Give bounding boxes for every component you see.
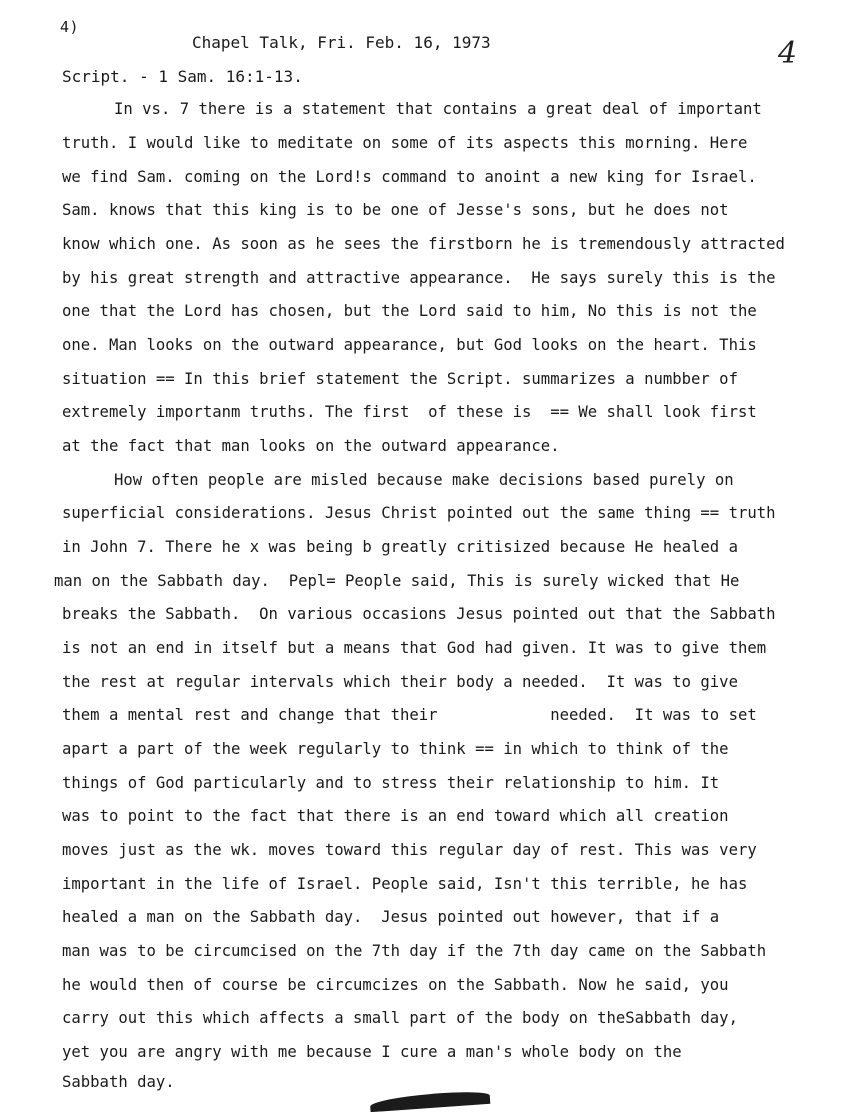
text-line: he would then of course be circumcizes on the Sabbath. Now he said, you bbox=[62, 976, 729, 994]
text-line: Sam. knows that this king is to be one of Jesse's sons, but he does not bbox=[62, 201, 729, 219]
text-line: In vs. 7 there is a statement that contains a great deal of important bbox=[114, 100, 762, 118]
text-line: know which one. As soon as he sees the firstborn he is tremendously attracted bbox=[62, 235, 785, 253]
handwritten-page-mark: 4) bbox=[60, 18, 80, 36]
text-line: healed a man on the Sabbath day. Jesus pointed out however, that if a bbox=[62, 908, 720, 926]
text-line: situation == In this brief statement the Script. summarizes a numbber of bbox=[62, 370, 738, 388]
text-line: is not an end in itself but a means that God had given. It was to give them bbox=[62, 639, 767, 657]
text-line: superficial considerations. Jesus Christ pointed out the same thing == truth bbox=[62, 504, 776, 522]
scan-smudge bbox=[370, 1090, 491, 1112]
text-line: truth. I would like to meditate on some of its aspects this morning. Here bbox=[62, 134, 748, 152]
text-line: important in the life of Israel. People said, Isn't this terrible, he has bbox=[62, 875, 748, 893]
text-line: man on the Sabbath day. Pepl= People said, This is surely wicked that He bbox=[54, 572, 740, 590]
handwritten-page-number: 4 bbox=[778, 36, 798, 71]
text-line: at the fact that man looks on the outward appearance. bbox=[62, 437, 560, 455]
text-line: was to point to the fact that there is an end toward which all creation bbox=[62, 807, 729, 825]
text-line: we find Sam. coming on the Lord!s command to anoint a new king for Israel. bbox=[62, 168, 757, 186]
text-line: the rest at regular intervals which their body a needed. It was to give bbox=[62, 673, 738, 691]
text-line: breaks the Sabbath. On various occasions Jesus pointed out that the Sabbath bbox=[62, 605, 776, 623]
text-line: yet you are angry with me because I cure a man's whole body on the bbox=[62, 1043, 682, 1061]
text-line: things of God particularly and to stress their relationship to him. It bbox=[62, 774, 720, 792]
text-line: one. Man looks on the outward appearance, but God looks on the heart. This bbox=[62, 336, 757, 354]
text-line: Sabbath day. bbox=[62, 1073, 175, 1091]
text-line: extremely importanm truths. The first of these is == We shall look first bbox=[62, 403, 757, 421]
text-line: man was to be circumcised on the 7th day if the 7th day came on the Sabbath bbox=[62, 942, 767, 960]
text-line: moves just as the wk. moves toward this regular day of rest. This was very bbox=[62, 841, 757, 859]
text-line: apart a part of the week regularly to think == in which to think of the bbox=[62, 740, 729, 758]
text-line: by his great strength and attractive appearance. He says surely this is the bbox=[62, 269, 776, 287]
text-line: carry out this which affects a small part of the body on theSabbath day, bbox=[62, 1009, 738, 1027]
text-line: one that the Lord has chosen, but the Lord said to him, No this is not the bbox=[62, 302, 757, 320]
text-line: in John 7. There he x was being b greatly critisized because He healed a bbox=[62, 538, 738, 556]
text-line: How often people are misled because make decisions based purely on bbox=[114, 471, 734, 489]
scripture-reference: Script. - 1 Sam. 16:1-13. bbox=[62, 67, 303, 86]
text-line: them a mental rest and change that their needed. It was to set bbox=[62, 706, 757, 724]
document-title: Chapel Talk, Fri. Feb. 16, 1973 bbox=[192, 33, 491, 52]
